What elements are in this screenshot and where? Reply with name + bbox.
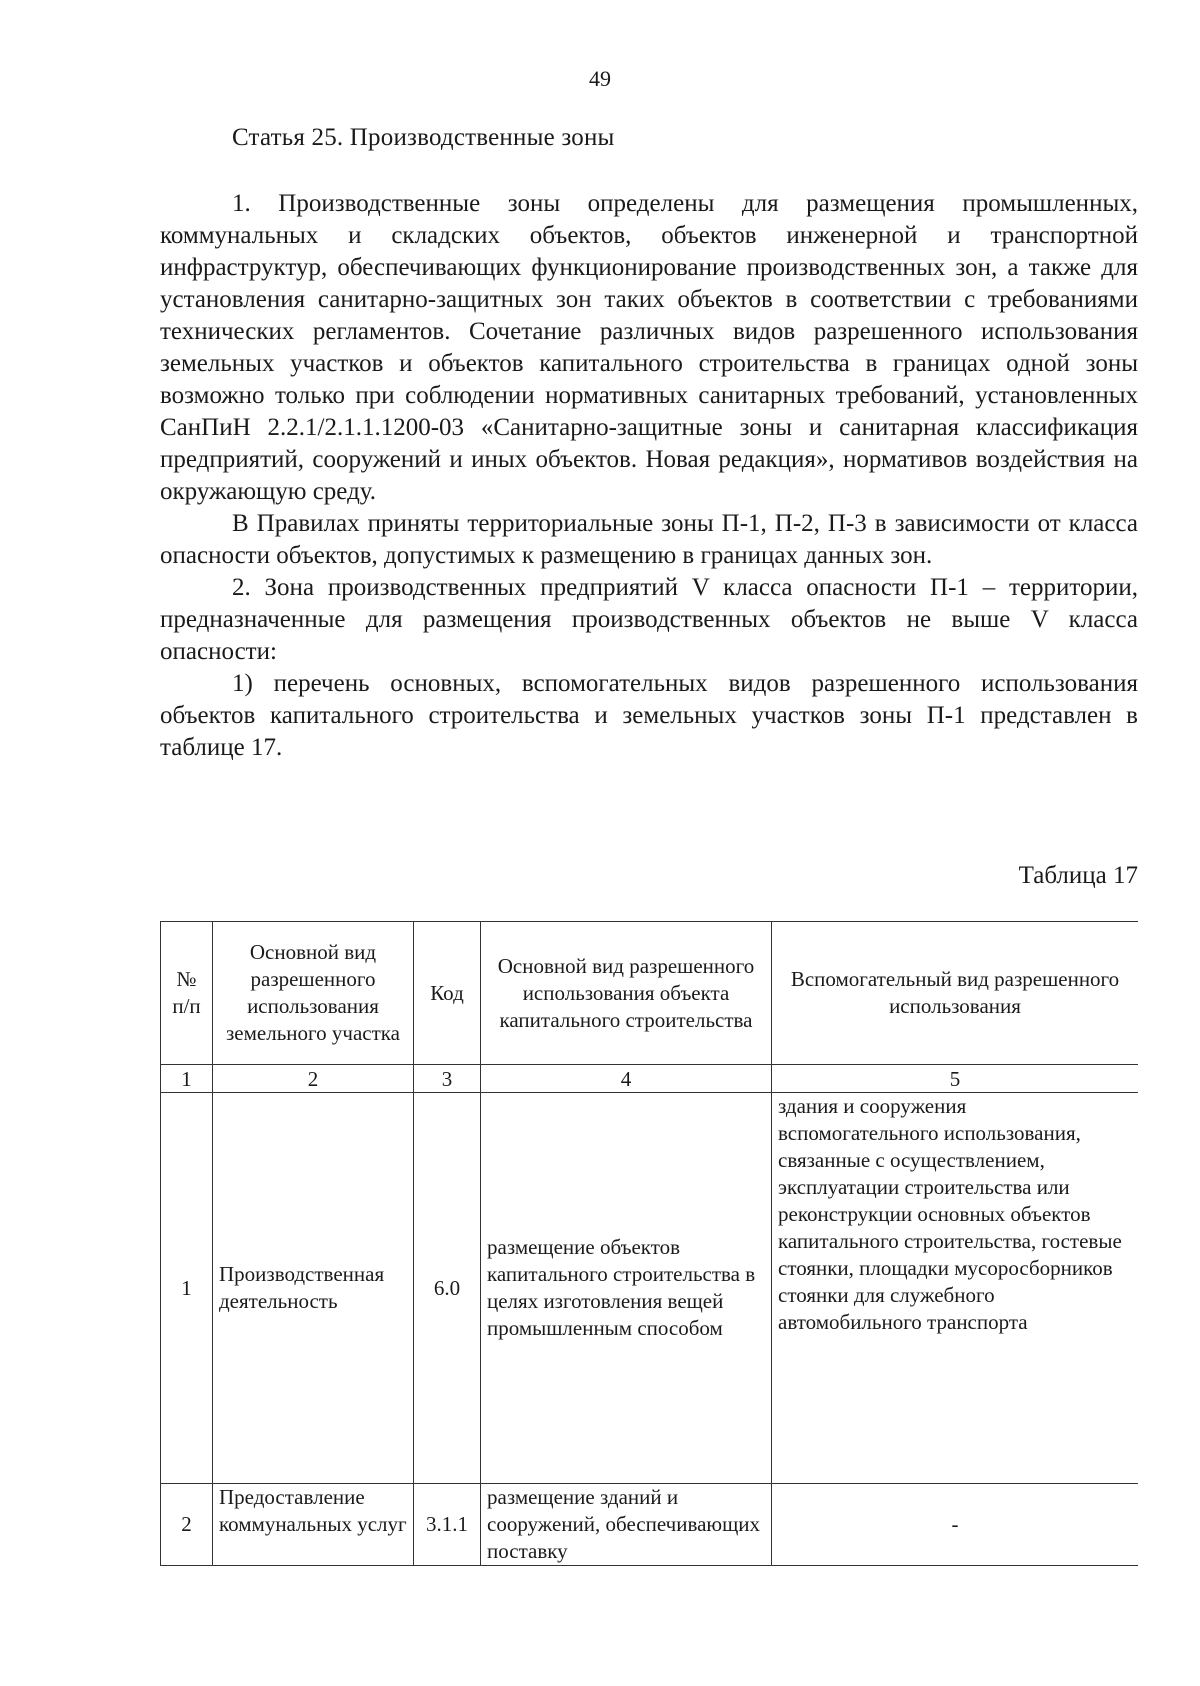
header-code: Код [414, 922, 481, 1065]
paragraph-zones-definition: 1. Производственные зоны определены для размещения промышленных, коммунальных и складских объектов, объектов инженерной и транспортной инфраструктур, обеспечивающих функционирование производственных зон, а также для установления санитарно-защитных зон таких объектов в соответствии с требованиями технических регламентов. Сочетание различных видов разрешенного использования земельных участков и объектов капитального строительства в границах одной зоны возможно только при соблюдении нормативных санитарных требований, установленных СанПиН 2.2.1/2.1.1.1200-03 «Санитарно-защитные зоны и санитарная классификация предприятий, сооружений и иных объектов. Новая редакция», нормативов воздействия на окружающую среду. [160, 190, 1138, 505]
table-caption: Таблица 17 [1018, 862, 1138, 889]
header-land-use: Основной вид разрешенного использования земельного участка [213, 922, 414, 1065]
paragraph-zone-p1: 2. Зона производственных предприятий V класса опасности П-1 – территории, предназначенные для размещения производственных объектов не выше V класса опасности: [160, 574, 1138, 665]
paragraph-zone-p1-list: 1) перечень основных, вспомогательных видов разрешенного использования объектов капитального строительства и земельных участков зоны П-1 представлен в таблице 17. [160, 670, 1138, 761]
auxiliary-use-cell: здания и сооружения вспомогательного использования, связанные с осуществлением, эксплуатации строительства или реконструкции основных объектов капитального строительства, гостевые стоянки, площадки мусоросборников стоянки для служебного автомобильного транспорта [772, 1093, 1139, 1484]
building-use-cell: размещение объектов капитального строительства в целях изготовления вещей промышленным способом [481, 1093, 772, 1484]
column-number: 5 [772, 1065, 1139, 1093]
header-auxiliary-use: Вспомогательный вид разрешенного использования [772, 922, 1139, 1065]
table-row [161, 1484, 1139, 1566]
land-use-cell: Предоставление коммунальных услуг [213, 1484, 414, 1566]
land-use-cell: Производственная деятельность [213, 1093, 414, 1484]
auxiliary-use-cell: - [772, 1484, 1139, 1566]
article-body [160, 188, 1138, 764]
permitted-use-table-container [160, 921, 1138, 1578]
page-number: 49 [589, 66, 611, 91]
article-title: Статья 25. Производственные зоны [232, 124, 615, 151]
column-number: 1 [161, 1065, 213, 1093]
table-row [161, 1093, 1139, 1484]
header-number: № п/п [161, 922, 213, 1065]
table-header-row [161, 922, 1139, 1065]
column-number-row [161, 1065, 1139, 1093]
building-use-cell: размещение зданий и сооружений, обеспечивающих поставку [481, 1484, 772, 1566]
row-number: 2 [161, 1484, 213, 1566]
column-number: 2 [213, 1065, 414, 1093]
header-building-use: Основной вид разрешенного использования объекта капитального строительства [481, 922, 772, 1065]
code-cell: 3.1.1 [414, 1484, 481, 1566]
permitted-use-table [160, 921, 1138, 1566]
code-cell: 6.0 [414, 1093, 481, 1484]
column-number: 3 [414, 1065, 481, 1093]
paragraph-zones-classes: В Правилах приняты территориальные зоны П-1, П-2, П-3 в зависимости от класса опасности объектов, допустимых к размещению в границах данных зон. [160, 510, 1138, 569]
column-number: 4 [481, 1065, 772, 1093]
row-number: 1 [161, 1093, 213, 1484]
